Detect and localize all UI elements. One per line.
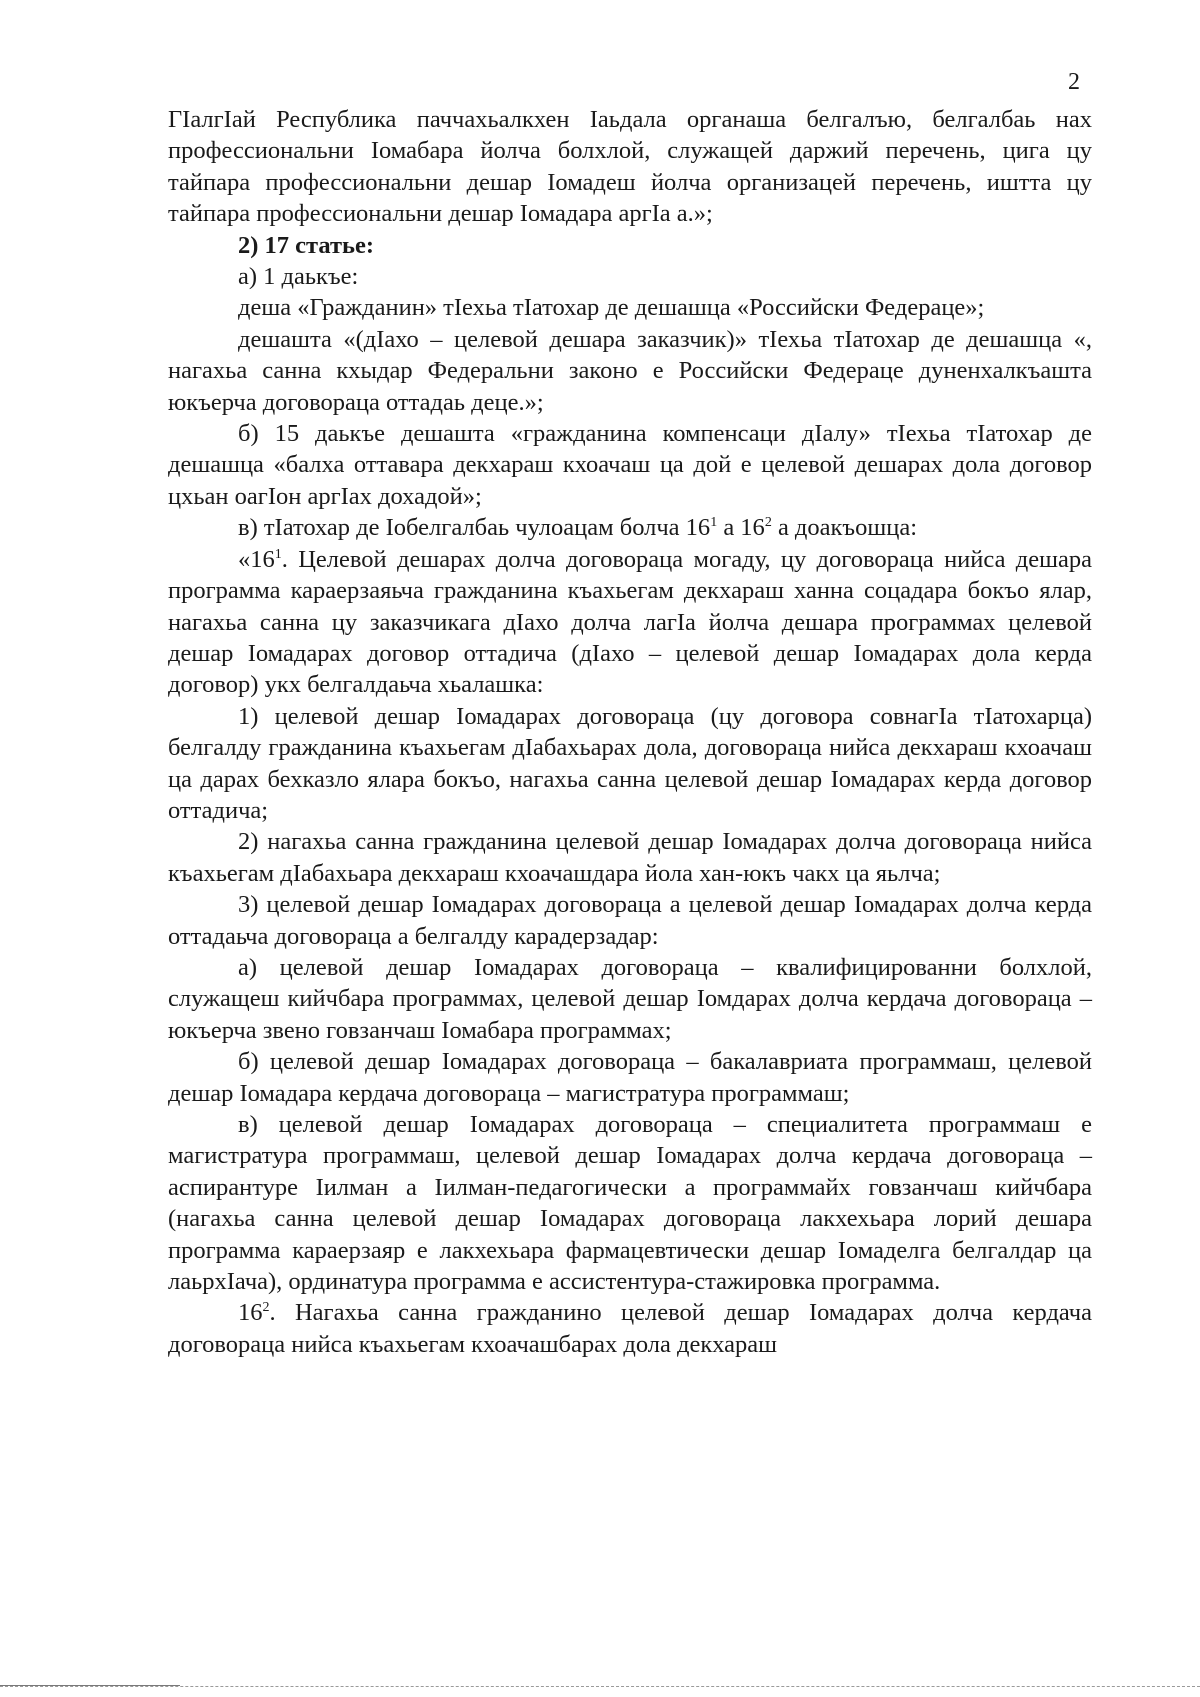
superscript-2: 2 — [262, 1300, 270, 1316]
paragraph-amendment-c-text-3: а доакъошца: — [771, 514, 918, 542]
superscript-1: 1 — [274, 546, 282, 562]
page-number: 2 — [1068, 69, 1080, 95]
paragraph-16-1-text: . Целевой дешарах долча договораца могаду, цу договораца нийса дешара программа караерзаяьча гражданина къахьегам декхараш ханна соцадара бокъо ялар, нагахьа санна цу заказчикага дӀахо долча лагӀа йолча дешара программах целевой дешар Ӏомадарах договор оттадича (дӀахо – целевой дешар Ӏомадарах дола керда договор) укх белгалдаьча хьалашка: — [168, 545, 1092, 699]
paragraph-amendment-b: б) 15 даькъе дешашта «гражданина компенсаци дӀалу» тӀехьа тӀатохар де дешашца «балха оттавара декхараш кхоачаш ца дой е целевой дешарах дола договор цхьан оагӀон аргӀах дохадой»; — [168, 420, 1092, 510]
paragraph-16-2 — [168, 1297, 1092, 1360]
superscript-1: 1 — [710, 515, 718, 531]
paragraph-16-2-text: . Нагахьа санна гражданино целевой дешар Ӏомадарах долча кердача договораца нийса къахьегам кхоачашбарах дола декхараш — [168, 1299, 1092, 1358]
paragraph-16-1 — [168, 544, 1092, 701]
section-heading-article-17: 2) 17 статье: — [238, 231, 375, 259]
list-item-3-a: а) целевой дешар Ӏомадарах договораца – квалифицированни болхлой, служащеш кийчбара программах, целевой дешар Ӏомдарах долча кердача договораца – юкъерча звено говзанчаш Ӏомабара программах; — [168, 953, 1092, 1044]
superscript-2: 2 — [764, 515, 772, 531]
list-item-3-c: в) целевой дешар Ӏомадарах договораца – специалитета программаш е магистратура программаш, целевой дешар Ӏомадарах долча кердача договораца – аспирантуре Ӏилман а Ӏилман-педагогически а программайх говзанчаш кийчбара (нагахьа санна целевой дешар Ӏомадарах договораца лакхехьара лорий дешара программа караерзаяр е лакхехьара фармацевтически дешар Ӏомаделга белгалдар ца лаьрхӀача), ординатура программа е ассистентура-стажировка программа. — [168, 1111, 1092, 1296]
paragraph-amendment-customer: дешашта «(дӀахо – целевой дешара заказчик)» тӀехьа тӀатохар де дешашца «, нагахьа санна кхыдар Федеральни законо е Российски Федераце дуненхалкъашта юкъерча договораца оттадаь деце.»; — [168, 325, 1092, 416]
subsection-a-heading: а) 1 даькъе: — [238, 263, 359, 291]
list-item-1: 1) целевой дешар Ӏомадарах договораца (цу договора совнагӀа тӀатохарца) белгалду гражданина къахьегам дӀабахьарах дола, договораца нийса декхараш кхоачаш ца дарах бехказло ялара бокъо, нагахьа санна целевой дешар Ӏомадарах керда договор оттадича; — [168, 702, 1092, 824]
document-body — [168, 104, 1092, 1360]
list-item-2: 2) нагахьа санна гражданина целевой дешар Ӏомадарах долча договораца нийса къахьегам дӀабахьара декхараш кхоачашдара йола хан-юкъ чакх ца яьлча; — [168, 828, 1092, 887]
list-item-3-b: б) целевой дешар Ӏомадарах договораца – бакалавриата программаш, целевой дешар Ӏомадара кердача договораца – магистратура программаш; — [168, 1048, 1092, 1107]
paragraph-amendment-citizen: деша «Гражданин» тӀехьа тӀатохар де дешашца «Российски Федераце»; — [238, 294, 985, 322]
paragraph-amendment-c — [168, 512, 1092, 543]
list-item-3: 3) целевой дешар Ӏомадарах договораца а целевой дешар Ӏомадарах долча керда оттадаьча договораца а белгалду карадерзадар: — [168, 891, 1092, 950]
paragraph-16-1-number: «16 — [238, 545, 275, 573]
scan-edge-dashed-line — [0, 1686, 1200, 1687]
paragraph-16-2-number: 16 — [238, 1299, 263, 1327]
paragraph-intro-continuation: ГӀалгӀай Республика паччахьалкхен Ӏаьдала органаша белгалъю, белгалбаь нах профессиональни Ӏомабара йолча болхлой, служащей даржий перечень, цига цу тайпара профессиональни дешар Ӏомадеш йолча организацей перечень, иштта цу тайпара профессиональни дешар Ӏомадара аргӀа а.»; — [168, 106, 1092, 228]
paragraph-amendment-c-text-2: а 16 — [717, 514, 765, 542]
paragraph-amendment-c-text-1: в) тӀатохар де Ӏобелгалбаь чулоацам болча 16 — [238, 514, 711, 542]
